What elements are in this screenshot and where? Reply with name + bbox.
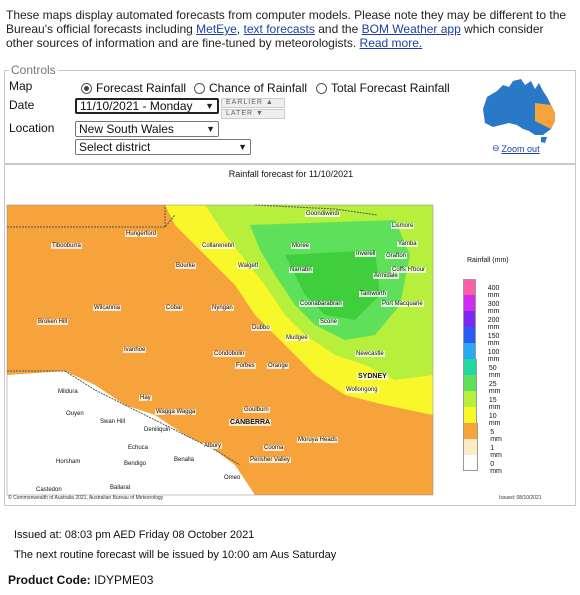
place-label: Nyngan: [212, 305, 233, 311]
legend-label: 1 mm: [490, 445, 502, 459]
place-label: Hay: [140, 395, 151, 401]
legend-label: 300 mm: [487, 301, 500, 315]
chance-of-rainfall-radio[interactable]: [194, 83, 205, 94]
place-label: Tibooburra: [52, 243, 81, 249]
place-label: Condobolin: [214, 351, 245, 357]
legend-label: 150 mm: [487, 333, 500, 347]
intro-separator: ,: [236, 22, 244, 36]
product-code-value: IDYPME03: [94, 573, 154, 587]
place-label: CANBERRA: [230, 419, 271, 426]
place-label: Narrabri: [290, 267, 312, 273]
forecast-rainfall-radio[interactable]: [81, 83, 92, 94]
forecast-rainfall-label: Forecast Rainfall: [96, 81, 187, 95]
bom-weather-app-link[interactable]: BOM Weather app: [361, 22, 461, 36]
place-label: Swan Hill: [100, 419, 126, 425]
chance-of-rainfall-label: Chance of Rainfall: [209, 81, 308, 95]
total-forecast-rainfall-radio[interactable]: [316, 83, 327, 94]
date-select-value: 11/10/2021 - Monday: [80, 99, 193, 113]
chevron-down-icon: ▼: [205, 101, 214, 111]
zoom-out-link[interactable]: [492, 143, 540, 154]
legend-label: 0 mm: [490, 461, 502, 475]
legend-label: 200 mm: [487, 317, 500, 331]
issued-at-text: Issued at: 08:03 pm AED Friday 08 October 2021: [14, 529, 255, 541]
place-label: Scone: [320, 319, 338, 325]
read-more-link[interactable]: Read more.: [359, 36, 423, 50]
legend-label: 400 mm: [487, 285, 500, 299]
place-label: Cooma: [264, 445, 284, 451]
place-label: Goulburn: [244, 407, 269, 413]
place-label: Moruya Heads: [298, 437, 338, 443]
place-label: SYDNEY: [358, 373, 387, 380]
place-label: Bendigo: [124, 461, 147, 467]
place-label: Tamworth: [360, 291, 387, 297]
total-forecast-rainfall-label: Total Forecast Rainfall: [331, 81, 450, 95]
place-label: Newcastle: [356, 351, 384, 357]
place-label: Yamba: [398, 241, 417, 247]
place-label: Wollongong: [346, 387, 378, 393]
place-label: Armidale: [374, 273, 398, 279]
place-label: Benalla: [174, 457, 195, 463]
place-label: Echuca: [128, 445, 149, 451]
place-label: Mildura: [58, 389, 78, 395]
legend-label: 50 mm: [488, 365, 501, 379]
place-label: Omeo: [224, 475, 241, 481]
zoom-out-icon: ⊖: [492, 143, 500, 153]
later-button[interactable]: LATER ▼: [221, 109, 285, 119]
date-label: Date: [9, 98, 35, 112]
place-label: Deniliquin: [144, 427, 171, 433]
place-label: Lismore: [392, 223, 414, 229]
place-label: Collarenebri: [202, 243, 235, 249]
controls-panel: [4, 63, 576, 164]
legend-label: 5 mm: [490, 429, 502, 443]
chance-of-rainfall-option[interactable]: [194, 81, 307, 95]
place-label: Perisher Valley: [250, 457, 290, 463]
place-label: Forbes: [236, 363, 255, 369]
place-label: Moree: [292, 243, 310, 249]
place-label: Dubbo: [252, 325, 270, 331]
place-label: Castedon: [36, 487, 62, 493]
place-label: Goondiwindi: [306, 211, 340, 217]
place-label: Ballarat: [110, 485, 131, 491]
place-label: Albury: [204, 443, 222, 449]
intro-text: [6, 8, 574, 50]
product-code-label: Product Code:: [8, 573, 91, 587]
australia-locator-map[interactable]: [479, 75, 561, 145]
legend-label: 10 mm: [488, 413, 501, 427]
total-forecast-rainfall-option[interactable]: [316, 81, 450, 95]
place-label: Broken Hill: [38, 319, 68, 325]
map-label: Map: [9, 79, 33, 93]
forecast-rainfall-option[interactable]: [81, 81, 186, 95]
legend-item: [463, 451, 505, 475]
next-forecast-text: The next routine forecast will be issued by 10:00 am Aus Saturday: [14, 549, 337, 561]
map-copyright: © Commonwealth of Australia 2021, Australian Bureau of Meteorology: [8, 495, 164, 501]
place-label: Bourke: [176, 263, 196, 269]
place-label: Ouyen: [66, 411, 84, 417]
district-select[interactable]: [75, 139, 251, 155]
district-select-value: Select district: [79, 140, 151, 154]
rainfall-map: [4, 164, 576, 506]
location-select[interactable]: [75, 121, 219, 137]
place-label: Inverell: [356, 251, 376, 257]
map-issued-date: Issued: 08/10/2021: [499, 495, 542, 501]
intro-separator: and the: [314, 22, 362, 36]
zoom-out-label: Zoom out: [501, 143, 540, 154]
place-label: Walgett: [238, 263, 259, 269]
intro-text-part: which consider other sources of information and are fine-tuned by meteorologists.: [6, 22, 544, 50]
date-select[interactable]: [75, 98, 219, 114]
place-label: Wilcannia: [94, 305, 121, 311]
place-label: Port Macquarie: [382, 301, 423, 307]
meteye-link[interactable]: MetEye: [196, 22, 237, 36]
location-label: Location: [9, 121, 55, 135]
place-label: Ivanhoe: [124, 347, 146, 353]
legend-swatch: [463, 455, 478, 471]
place-label: Hungerford: [126, 231, 157, 237]
chevron-down-icon: ▼: [206, 124, 215, 134]
chevron-down-icon: ▼: [238, 142, 247, 152]
legend-label: 15 mm: [488, 397, 501, 411]
place-label: Wagga Wagga: [156, 409, 196, 415]
place-label: Coffs H'bour: [392, 267, 426, 273]
text-forecasts-link[interactable]: text forecasts: [243, 22, 315, 36]
legend-label: 100 mm: [487, 349, 500, 363]
location-select-value: New South Wales: [79, 122, 174, 136]
place-label: Coonabarabran: [300, 301, 342, 307]
controls-legend: Controls: [11, 63, 56, 77]
place-label: Mudgee: [286, 335, 308, 341]
product-code: [8, 573, 153, 587]
intro-text-part: These maps display automated forecasts from computer models. Please note they may be different to the Bureau's official forecasts including: [6, 8, 567, 36]
place-label: Cobar: [166, 305, 183, 311]
place-label: Orange: [268, 363, 289, 369]
legend-title: Rainfall (mm): [467, 257, 509, 264]
legend-label: 25 mm: [488, 381, 501, 395]
map-title: Rainfall forecast for 11/10/2021: [228, 169, 354, 179]
place-label: Grafton: [386, 253, 407, 259]
place-label: Horsham: [56, 459, 81, 465]
earlier-button[interactable]: EARLIER ▲: [221, 98, 285, 108]
